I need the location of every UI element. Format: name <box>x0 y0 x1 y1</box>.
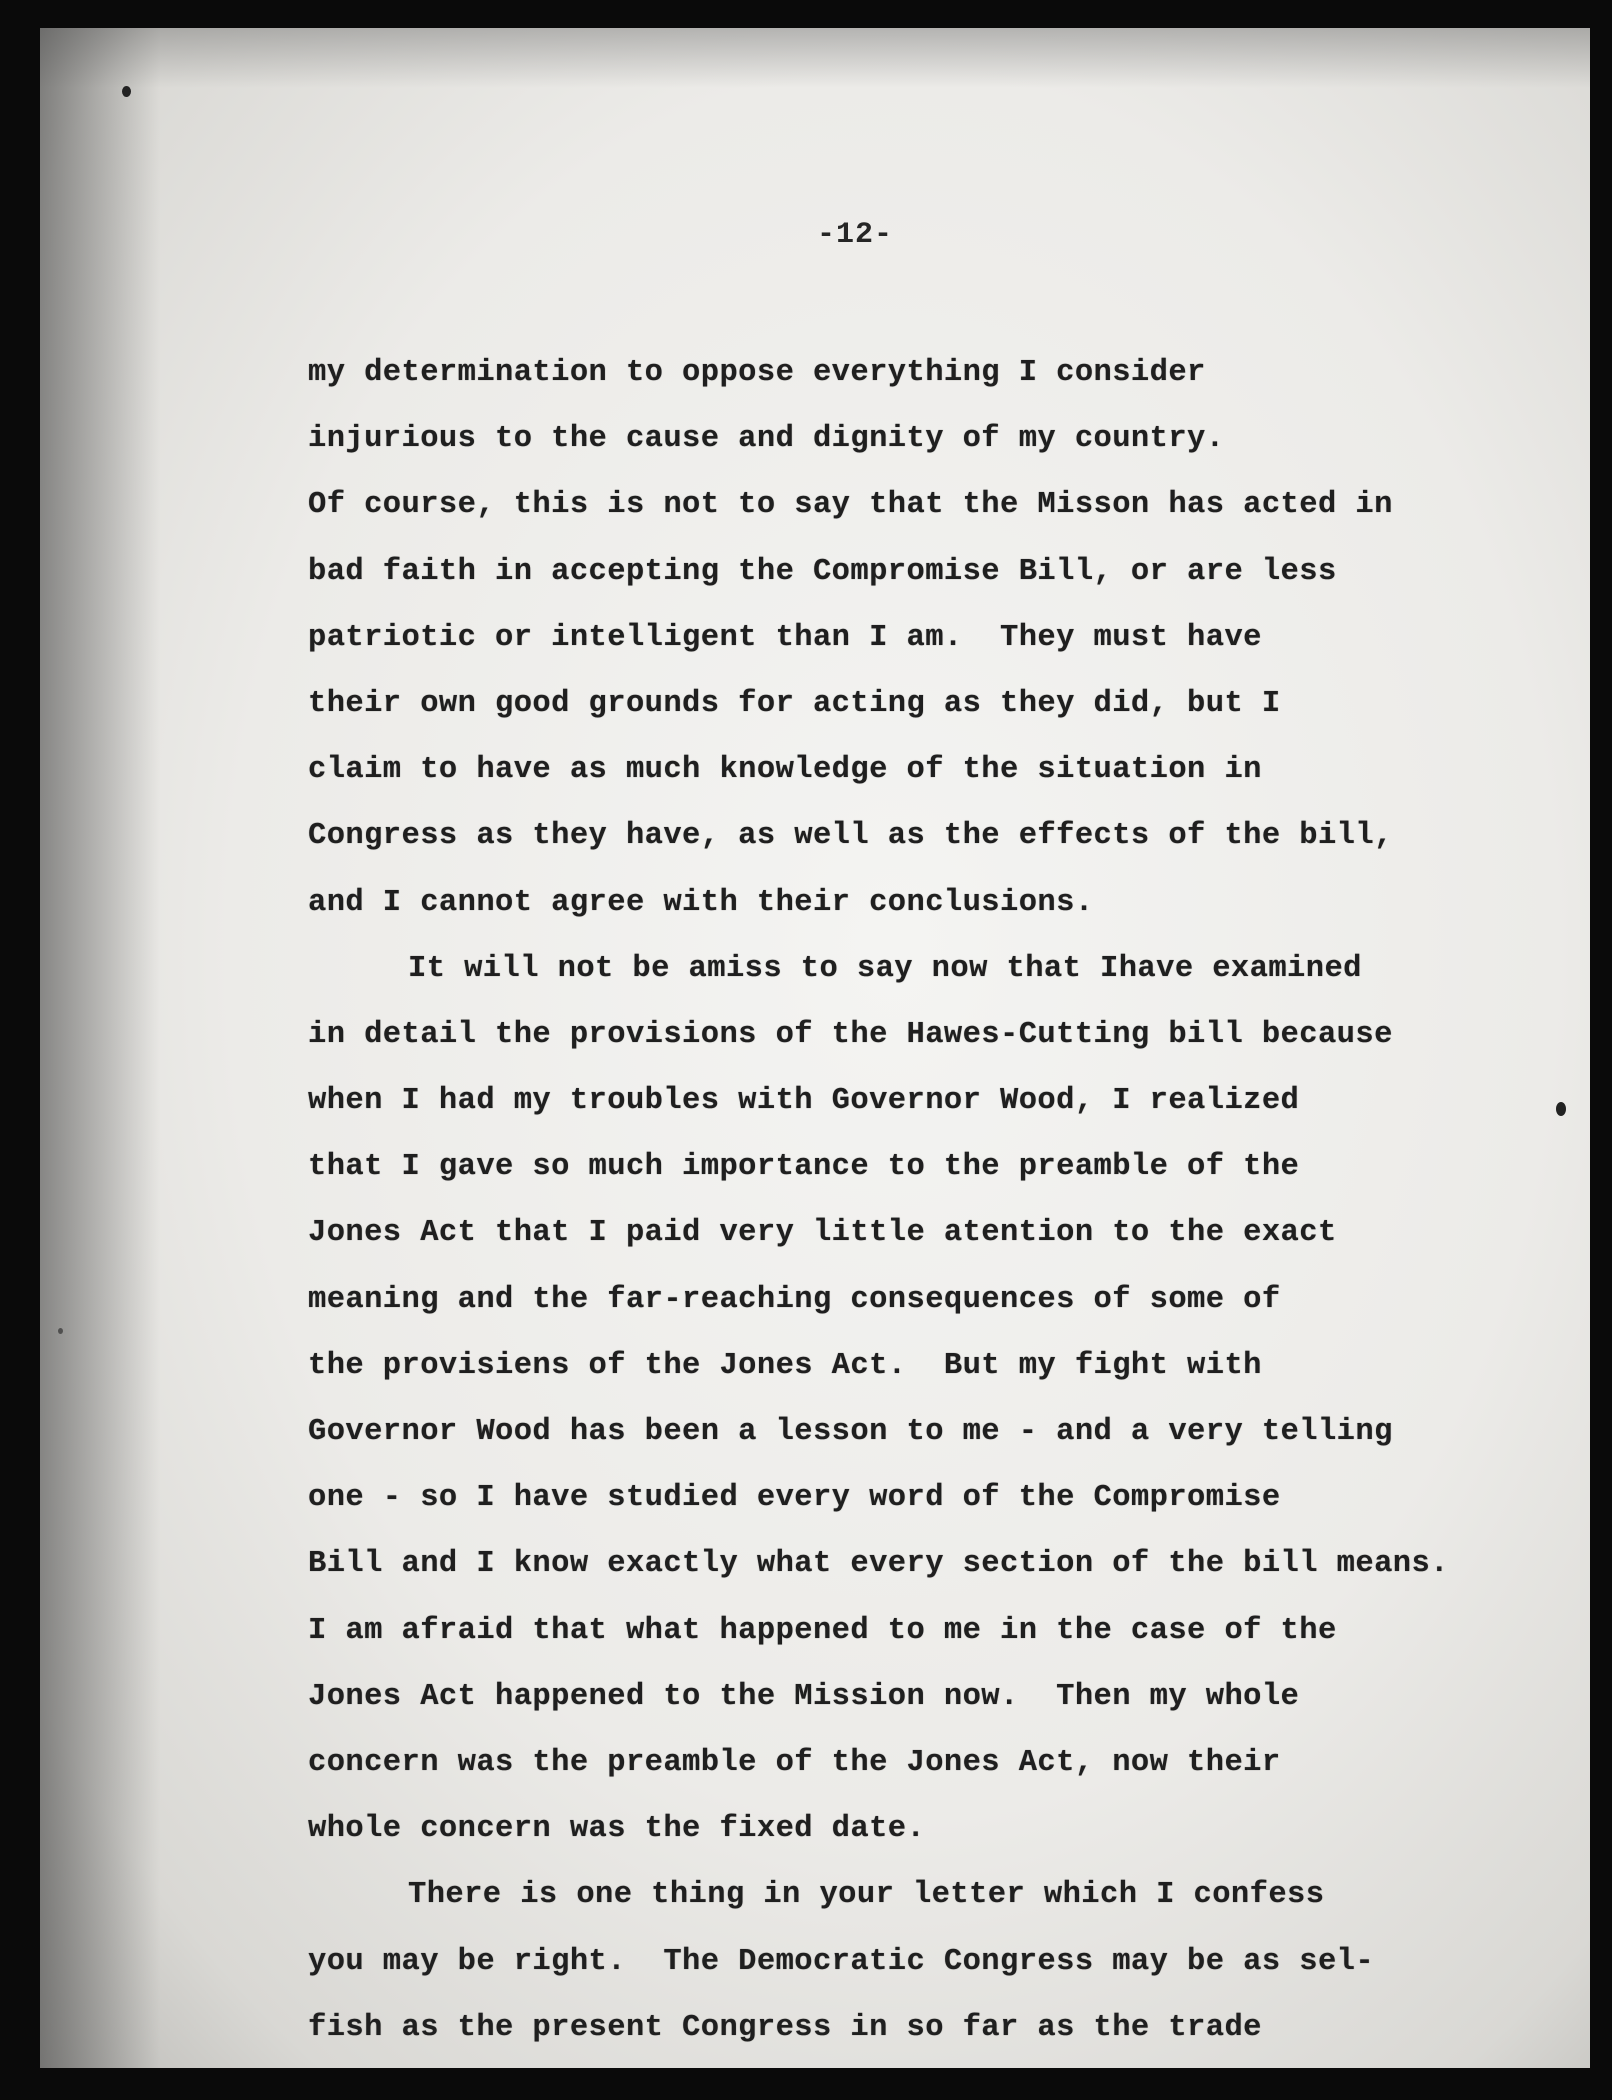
text-line: I am afraid that what happened to me in the case of the <box>308 1613 1337 1648</box>
text-line: concern was the preamble of the Jones Act, now their <box>308 1745 1281 1780</box>
scan-speck <box>58 1328 63 1334</box>
letter-body <box>308 340 1558 2061</box>
text-line: Governor Wood has been a lesson to me - and a very telling <box>308 1415 1393 1449</box>
text-line: Congress as they have, as well as the effects of the bill, <box>308 819 1393 854</box>
text-line: Bill and I know exactly what every section of the bill means. <box>308 1547 1449 1582</box>
text-line: in detail the provisions of the Hawes-Cutting bill because <box>308 1017 1393 1052</box>
text-line: injurious to the cause and dignity of my country. <box>308 422 1225 457</box>
text-line: claim to have as much knowledge of the situation in <box>308 753 1262 788</box>
text-line: fish as the present Congress in so far as the trade <box>308 2010 1262 2045</box>
paragraph-start-line: There is one thing in your letter which I confess <box>408 1878 1325 1913</box>
text-line: their own good grounds for acting as they did, but I <box>308 686 1281 721</box>
page-number: -12- <box>816 218 893 252</box>
typewritten-page <box>40 28 1590 2068</box>
text-line: Jones Act happened to the Mission now. Then my whole <box>308 1679 1300 1714</box>
scan-shadow-left <box>40 28 160 2068</box>
text-line: bad faith in accepting the Compromise Bill, or are less <box>308 554 1337 589</box>
text-line: you may be right. The Democratic Congress may be as sel- <box>308 1944 1375 1979</box>
text-line: meaning and the far-reaching consequences of some of <box>308 1282 1281 1317</box>
paragraph-start-line: It will not be amiss to say now that Ihave examined <box>408 951 1362 986</box>
text-line: patriotic or intelligent than I am. They must have <box>308 620 1262 655</box>
text-line: Of course, this is not to say that the Misson has acted in <box>308 488 1393 523</box>
text-line: that I gave so much importance to the preamble of the <box>308 1150 1300 1185</box>
scan-shadow-top <box>40 28 1590 88</box>
text-line: my determination to oppose everything I consider <box>308 356 1206 390</box>
text-line: Jones Act that I paid very little atention to the exact <box>308 1216 1337 1251</box>
text-line: when I had my troubles with Governor Wood, I realized <box>308 1084 1300 1119</box>
text-line: one - so I have studied every word of the Compromise <box>308 1481 1281 1516</box>
text-line: the provisiens of the Jones Act. But my fight with <box>308 1348 1262 1383</box>
text-line: whole concern was the fixed date. <box>308 1812 926 1847</box>
scan-speck <box>122 86 131 97</box>
text-line: and I cannot agree with their conclusions. <box>308 885 1094 920</box>
